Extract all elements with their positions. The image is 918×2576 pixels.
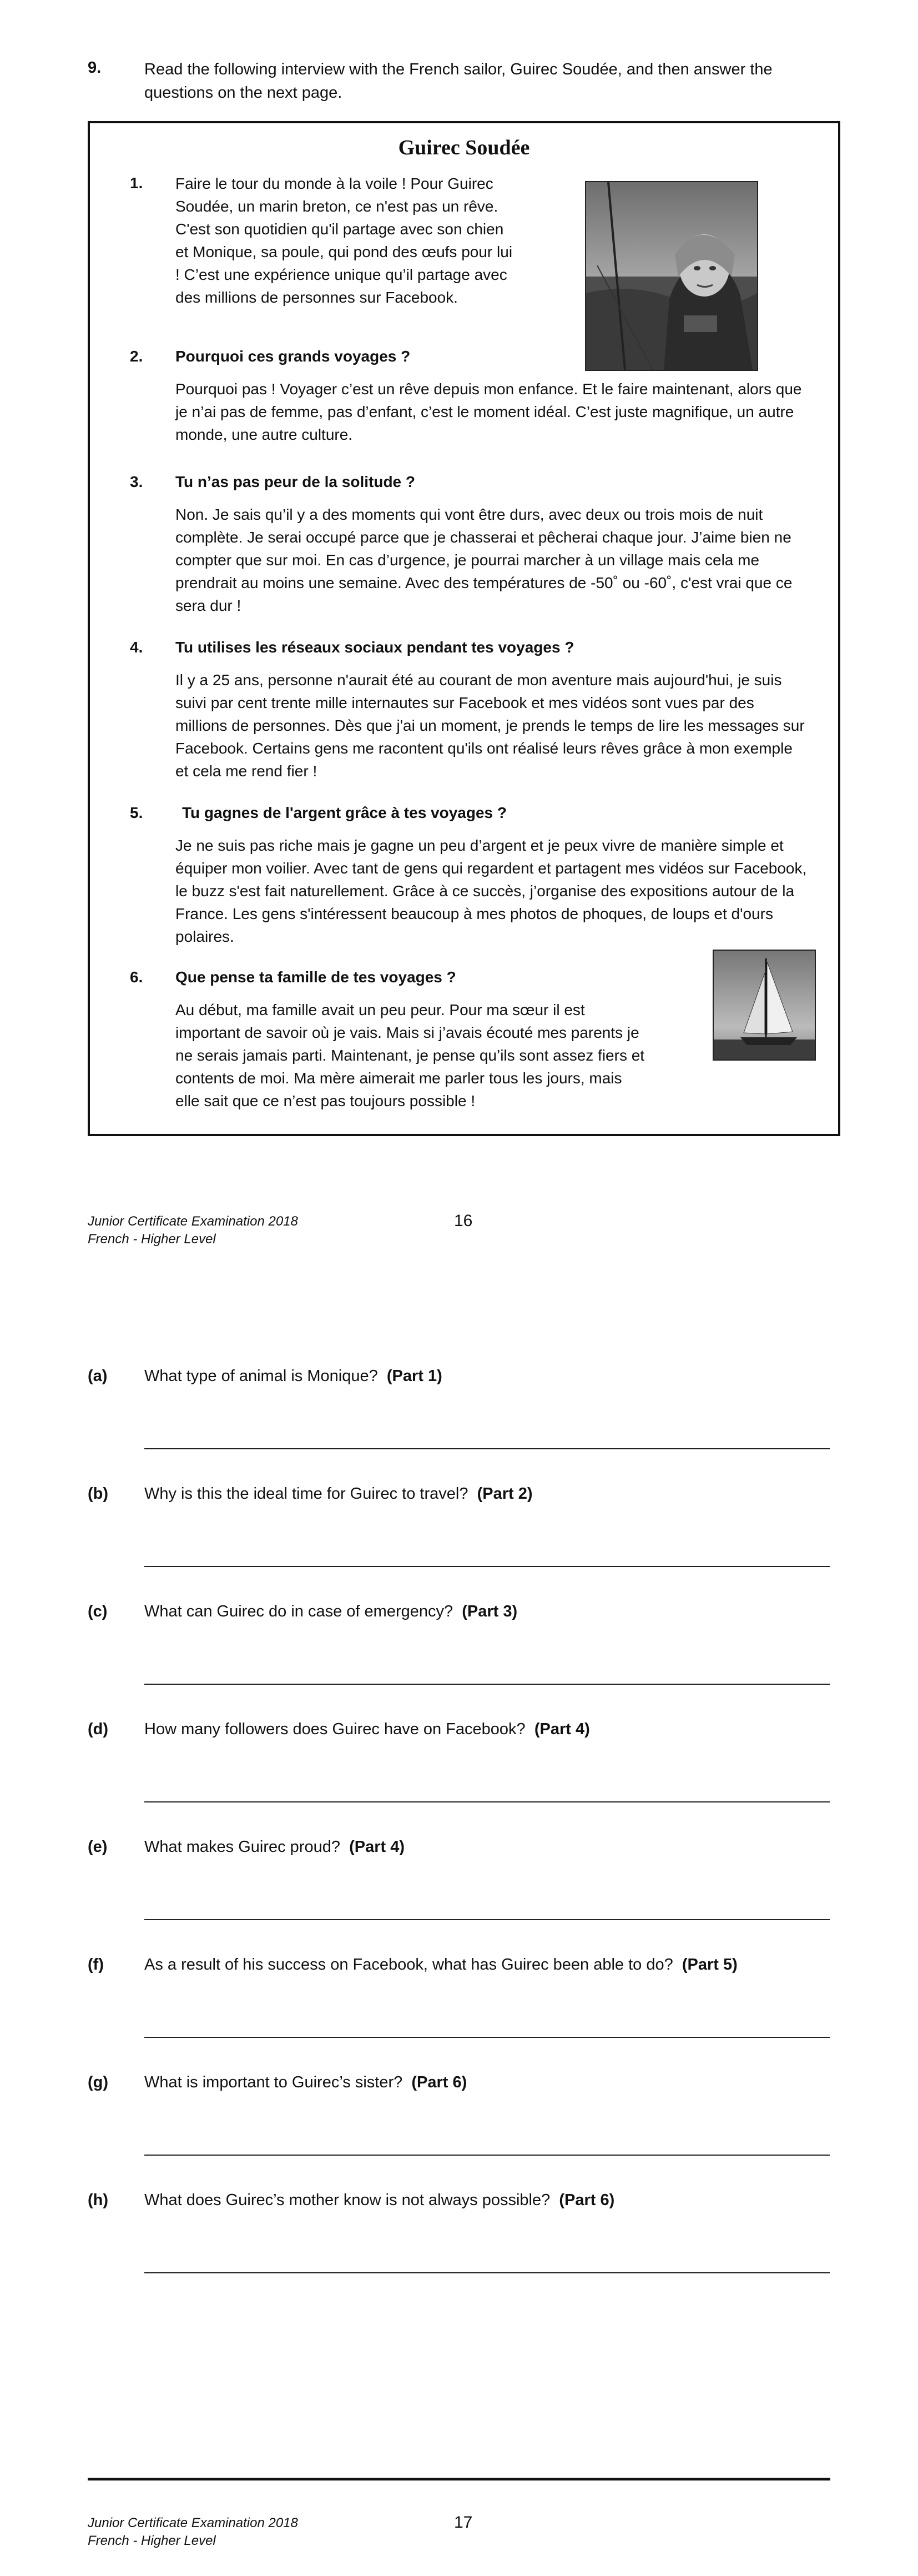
article-box <box>88 121 840 1136</box>
part-question-2: Pourquoi ces grands voyages ? <box>175 348 411 365</box>
answer-line-b[interactable] <box>144 1566 830 1567</box>
question-text-a: What type of animal is Monique? (Part 1) <box>144 1367 442 1385</box>
answer-line-d[interactable] <box>144 1801 830 1802</box>
question-letter-b: (b) <box>88 1485 109 1503</box>
part-answer-1: Faire le tour du monde à la voile ! Pour Guirec Soudée, un marin breton, ce n'est pas un rêve. C'est son quotidien qu'il partage avec son chien et Monique, sa poule, qui pond des œufs pour lui ! C’est une expérience unique qu’il partage avec des millions de personnes sur Facebook. <box>175 175 513 306</box>
answer-line-g[interactable] <box>144 2155 830 2156</box>
part-answer-5: Je ne suis pas riche mais je gagne un peu d’argent et je peux vivre de manière simple et équiper mon voilier. Avec tant de gens qui regardent et partagent mes vidéos sur Facebook, le buzz s'est fait naturellement. Grâce à ce succès, j’organise des expositions autour de la France. Les gens s'intéressent beaucoup à mes photos de phoques, de loups et d'ours polaires. <box>175 837 807 945</box>
part-question-4: Tu utilises les réseaux sociaux pendant tes voyages ? <box>175 639 574 656</box>
question-number: 9. <box>88 59 102 77</box>
part-question-3: Tu n’as pas peur de la solitude ? <box>175 473 416 490</box>
answer-line-e[interactable] <box>144 1919 830 1920</box>
part-number-1: 1. <box>130 174 143 192</box>
instructions: Read the following interview with the French sailor, Guirec Soudée, and then answer the questions on the next page. <box>144 61 773 102</box>
footer-level-16: French - Higher Level <box>88 1232 216 1247</box>
question-text-g: What is important to Guirec’s sister? (Part 6) <box>144 2073 467 2091</box>
question-letter-a: (a) <box>88 1367 108 1385</box>
question-text-e: What makes Guirec proud? (Part 4) <box>144 1838 405 1856</box>
article-title: Guirec Soudée <box>398 136 530 159</box>
question-text-h: What does Guirec’s mother know is not always possible? (Part 6) <box>144 2191 615 2209</box>
part-answer-2: Pourquoi pas ! Voyager c’est un rêve depuis mon enfance. Et le faire maintenant, alors que je n’ai pas de femme, pas d’enfant, c’est le moment idéal. C’est juste magnifique, un autre monde, une autre culture. <box>175 380 802 443</box>
part-question-6: Que pense ta famille de tes voyages ? <box>175 968 456 986</box>
part-answer-4: Il y a 25 ans, personne n'aurait été au courant de mon aventure mais aujourd'hui, je suis suivi par cent trente mille internautes sur Facebook et mes vidéos sont vues par des millions de personnes. Dès que j'ai un moment, je prends le temps de lire les messages sur Facebook. Certains gens me racontent qu'ils ont réalisé leurs rêves grâce à mon exemple et cela me rend fier ! <box>175 671 805 780</box>
bottom-divider <box>88 2478 830 2480</box>
part-question-5: Tu gagnes de l'argent grâce à tes voyages ? <box>182 804 507 821</box>
answer-line-c[interactable] <box>144 1684 830 1685</box>
question-letter-e: (e) <box>88 1838 108 1856</box>
question-text-d: How many followers does Guirec have on Facebook? (Part 4) <box>144 1720 590 1738</box>
question-letter-g: (g) <box>88 2073 109 2091</box>
answer-line-a[interactable] <box>144 1448 830 1449</box>
footer-exam-title-16: Junior Certificate Examination 2018 <box>88 1214 298 1229</box>
answer-line-f[interactable] <box>144 2037 830 2038</box>
answer-line-h[interactable] <box>144 2272 830 2273</box>
part-answer-3: Non. Je sais qu’il y a des moments qui vont être durs, avec deux ou trois mois de nuit complète. Je serai occupé parce que je chasserai et pêcherai chaque jour. J’aime bien ne compter que sur moi. En cas d’urgence, je pourrai marcher à un village mais cela me prendrait au moins une semaine. Avec des températures de -50˚ ou -60˚, c'est vrai que ce sera dur ! <box>175 506 793 614</box>
page-number-17: 17 <box>454 2513 473 2532</box>
part-number-6: 6. <box>130 968 143 986</box>
part-answer-6: Au début, ma famille avait un peu peur. Pour ma sœur il est important de savoir où je vais. Mais si j’avais écouté mes parents je ne serais jamais parti. Maintenant, je pense qu’ils sont assez fiers et contents de moi. Ma mère aimerait me parler tous les jours, mais elle sait que ce n’est pas toujours possible ! <box>175 1001 645 1109</box>
page-number-16: 16 <box>454 1212 473 1230</box>
question-letter-h: (h) <box>88 2191 109 2209</box>
sailor-photo <box>585 181 758 371</box>
part-number-3: 3. <box>130 473 143 490</box>
question-letter-f: (f) <box>88 1956 104 1974</box>
part-number-2: 2. <box>130 348 143 365</box>
question-letter-d: (d) <box>88 1720 109 1738</box>
question-text-b: Why is this the ideal time for Guirec to travel? (Part 2) <box>144 1485 533 1503</box>
footer-level-17: French - Higher Level <box>88 2533 216 2548</box>
footer-exam-title-17: Junior Certificate Examination 2018 <box>88 2515 298 2530</box>
part-number-5: 5. <box>130 804 143 821</box>
sailboat-photo <box>713 950 816 1061</box>
question-letter-c: (c) <box>88 1603 108 1620</box>
question-text-f: As a result of his success on Facebook, what has Guirec been able to do? (Part 5) <box>144 1956 738 1974</box>
question-text-c: What can Guirec do in case of emergency? (Part 3) <box>144 1603 518 1620</box>
part-number-4: 4. <box>130 639 143 656</box>
